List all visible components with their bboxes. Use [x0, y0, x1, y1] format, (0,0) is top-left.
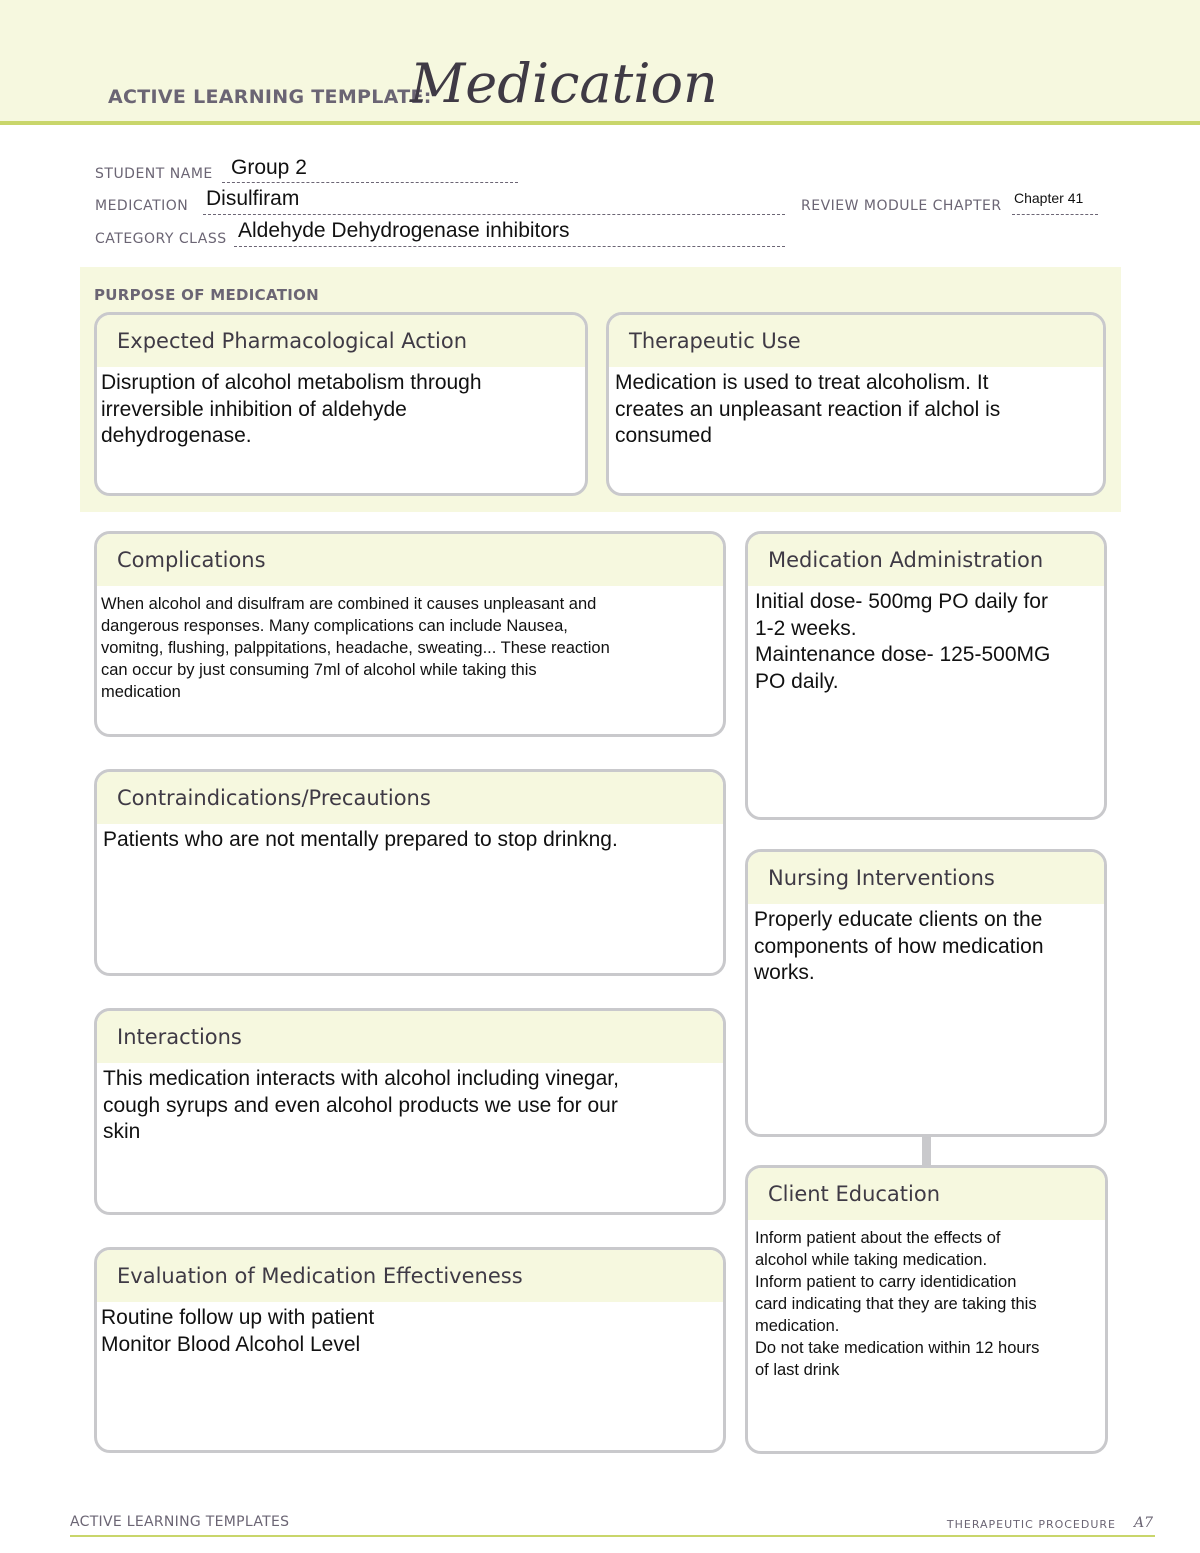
column-connector	[922, 1134, 931, 1166]
therapeutic-use-text[interactable]: Medication is used to treat alcoholism. It creates an unpleasant reaction if alchol is consumed	[615, 371, 1001, 447]
complications-text[interactable]: When alcohol and disulfram are combined it causes unpleasant and dangerous responses. Many complications can include Nausea, vomitng, flushing, palppitations, headache, sweating... These reaction can occur by just consuming 7ml of alcohol while taking this medication	[101, 595, 610, 701]
therapeutic-use-box	[606, 312, 1106, 496]
administration-text[interactable]: Initial dose- 500mg PO daily for 1-2 weeks. Maintenance dose- 125-500MG PO daily.	[755, 590, 1051, 693]
evaluation-title: Evaluation of Medication Effectiveness	[97, 1250, 723, 1302]
expected-action-title: Expected Pharmacological Action	[97, 315, 585, 367]
expected-action-text[interactable]: Disruption of alcohol metabolism through irreversible inhibition of aldehyde dehydrogenase.	[101, 371, 482, 447]
footer-right-label: THERAPEUTIC PROCEDURE	[946, 1518, 1116, 1531]
student-name-field[interactable]: Group 2	[231, 156, 307, 179]
footer-divider	[70, 1535, 1155, 1537]
administration-box	[745, 531, 1107, 820]
nursing-interventions-box	[745, 849, 1107, 1137]
category-class-label: CATEGORY CLASS	[95, 231, 227, 247]
medication-field[interactable]: Disulfiram	[206, 187, 300, 210]
client-education-text[interactable]: Inform patient about the effects of alcohol while taking medication. Inform patient to carry identidication card indicating that they are taking this medication. Do not take medication within 12 hours of last drink	[755, 1229, 1040, 1379]
purpose-label: PURPOSE OF MEDICATION	[94, 286, 320, 304]
student-name-rule	[222, 182, 518, 183]
administration-title: Medication Administration	[748, 534, 1104, 586]
template-prefix: ACTIVE LEARNING TEMPLATE:	[108, 86, 432, 108]
interactions-box	[94, 1008, 726, 1215]
review-module-label: REVIEW MODULE CHAPTER	[801, 198, 1002, 214]
expected-action-box	[94, 312, 588, 496]
page-number: A7	[1134, 1515, 1154, 1531]
interactions-title: Interactions	[97, 1011, 723, 1063]
contraindications-text[interactable]: Patients who are not mentally prepared to stop drinkng.	[103, 828, 618, 851]
therapeutic-use-title: Therapeutic Use	[609, 315, 1103, 367]
evaluation-text[interactable]: Routine follow up with patient Monitor Blood Alcohol Level	[101, 1306, 375, 1356]
medication-label: MEDICATION	[95, 198, 189, 214]
complications-box	[94, 531, 726, 737]
complications-title: Complications	[97, 534, 723, 586]
footer-left-label: ACTIVE LEARNING TEMPLATES	[70, 1514, 290, 1530]
nursing-interventions-title: Nursing Interventions	[748, 852, 1104, 904]
review-module-field[interactable]: Chapter 41	[1014, 190, 1084, 206]
template-title: Medication	[410, 52, 718, 115]
contraindications-box	[94, 769, 726, 976]
review-module-rule	[1012, 214, 1098, 215]
header-divider	[0, 121, 1200, 125]
category-class-rule	[234, 246, 785, 247]
medication-rule	[203, 214, 785, 215]
interactions-text[interactable]: This medication interacts with alcohol including vinegar, cough syrups and even alcohol products we use for our skin	[103, 1067, 619, 1143]
client-education-title: Client Education	[748, 1168, 1105, 1220]
nursing-interventions-text[interactable]: Properly educate clients on the components of how medication works.	[754, 908, 1044, 984]
contraindications-title: Contraindications/Precautions	[97, 772, 723, 824]
student-name-label: STUDENT NAME	[95, 166, 213, 182]
client-education-box	[745, 1165, 1108, 1454]
evaluation-box	[94, 1247, 726, 1453]
category-class-field[interactable]: Aldehyde Dehydrogenase inhibitors	[238, 219, 570, 242]
